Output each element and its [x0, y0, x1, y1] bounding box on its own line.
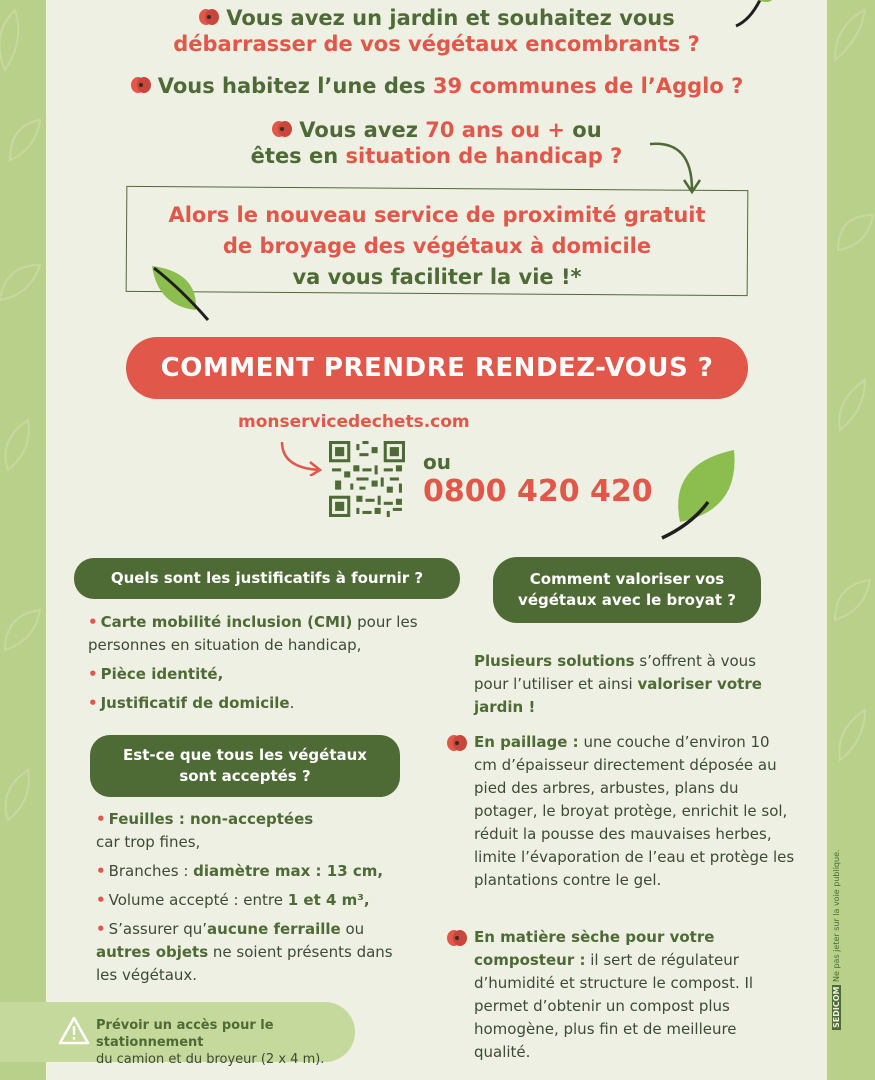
- vegetaux-title-line-2: sont acceptés ?: [179, 767, 311, 785]
- paillage-paragraph: En paillage : une couche d’environ 10 cm d’épaisseur directement déposée au pied des arbres, arbustes, plans du potager, le broyat protège, enrichit le sol, réduit la pousse des mauvaises herbes, limite l’évaporation de l’eau et protège les plantations contre le gel.: [474, 733, 795, 889]
- or-label: ou: [423, 450, 451, 474]
- callout-line-3: va vous faciliter la vie !*: [292, 265, 582, 289]
- vegetaux-list: [96, 808, 406, 993]
- poppy-icon: [271, 120, 293, 138]
- warning-triangle-icon: [58, 1016, 90, 1046]
- compost-paragraph: En matière sèche pour votre composteur : il sert de régulateur d’humidité et structure le compost. Il permet d’obtenir un compost plus homogène, plus fin et de meilleure qualité.: [474, 928, 754, 1061]
- vegetaux-title: [90, 735, 400, 797]
- intro-question-3: [46, 117, 827, 169]
- justificatifs-title: Quels sont les justificatifs à fournir ?: [74, 558, 460, 599]
- intro-question-2: [46, 73, 827, 99]
- intro-q3-or: ou: [572, 118, 602, 142]
- parking-warning: [0, 1002, 355, 1067]
- callout-line-2: de broyage des végétaux à domicile: [222, 234, 652, 258]
- list-item: • Pièce identité,: [88, 665, 224, 683]
- intro-q3-handicap: situation de handicap ?: [345, 144, 623, 168]
- list-item: • Carte mobilité inclusion (CMI) pour les personnes en situation de handicap,: [88, 613, 418, 654]
- callout-text: [126, 200, 748, 293]
- intro-q2-text: Vous habitez l’une des: [157, 74, 433, 98]
- leaf-icon: [150, 262, 210, 322]
- list-item: • Feuilles : non-acceptées car trop fines,: [96, 810, 314, 851]
- side-credit: [832, 800, 841, 1030]
- arrow-icon: [278, 440, 326, 476]
- credit-text: Ne pas jeter sur la voie publique.: [832, 849, 841, 982]
- appointment-banner: COMMENT PRENDRE RENDEZ-VOUS ?: [126, 337, 748, 399]
- qr-code-icon[interactable]: [329, 441, 405, 517]
- list-item: • Justificatif de domicile.: [88, 694, 295, 712]
- content-panel: [46, 0, 827, 1080]
- valoriser-title-line-1: Comment valoriser vos: [529, 570, 725, 588]
- poppy-icon: [446, 734, 468, 752]
- callout-line-1: Alors le nouveau service de proximité gratuit: [168, 203, 706, 227]
- list-item: • Volume accepté : entre 1 et 4 m³,: [96, 891, 370, 909]
- poppy-icon: [130, 76, 152, 94]
- brand-logo: SEDICOM: [832, 986, 841, 1028]
- phone-number[interactable]: 0800 420 420: [423, 474, 653, 509]
- intro-q1-text: Vous avez un jardin et souhaitez vous: [226, 6, 675, 30]
- intro-q3-text: Vous avez: [299, 118, 426, 142]
- list-item: • S’assurer qu’aucune ferraille ou autres objets ne soient présents dans les végétaux.: [96, 920, 393, 984]
- list-item: • Branches : diamètre max : 13 cm,: [96, 862, 384, 880]
- intro-q3-text-2: êtes en: [250, 144, 346, 168]
- leaf-icon: [658, 448, 738, 542]
- valoriser-title: [493, 557, 761, 623]
- valoriser-intro: Plusieurs solutions s’offrent à vous pour l’utiliser et ainsi valoriser votre jardin !: [474, 652, 762, 716]
- poppy-icon: [198, 8, 220, 26]
- intro-q1-highlight: débarrasser de vos végétaux encombrants ?: [173, 32, 700, 56]
- justificatifs-list: [88, 611, 438, 721]
- intro-q2-highlight: 39 communes de l’Agglo ?: [432, 74, 744, 98]
- intro-question-1: [46, 5, 827, 57]
- vegetaux-title-line-1: Est-ce que tous les végétaux: [123, 746, 367, 764]
- poppy-icon: [446, 929, 468, 947]
- intro-q3-age: 70 ans ou +: [425, 118, 573, 142]
- valoriser-title-line-2: végétaux avec le broyat ?: [518, 591, 736, 609]
- warning-text: Prévoir un accès pour le stationnement du camion et du broyeur (2 x 4 m).: [96, 1018, 325, 1067]
- website-link[interactable]: monservicedechets.com: [238, 412, 470, 432]
